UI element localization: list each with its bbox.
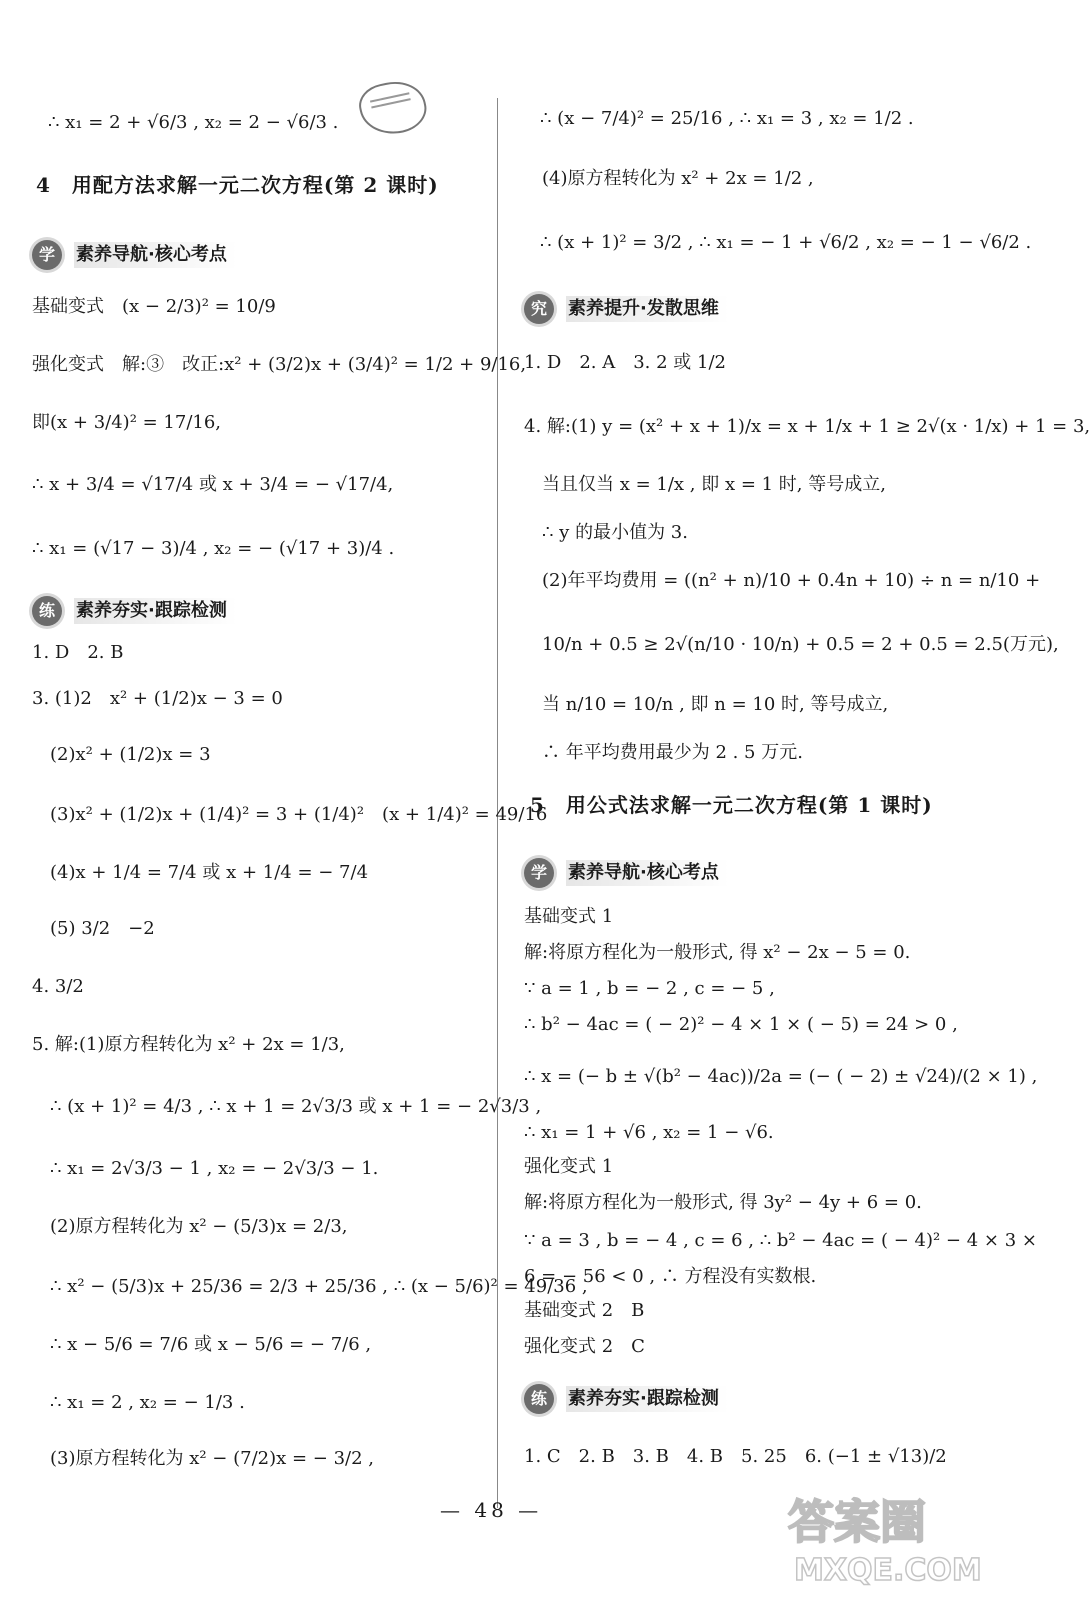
text-line: 1. C 2. B 3. B 4. B 5. 25 6. (−1 ± √13)/2: [524, 1446, 947, 1467]
text-line: ∴ (x + 1)² = 3/2 , ∴ x₁ = − 1 + √6/2 , x₂ = − 1 − √6/2 .: [540, 232, 1032, 253]
text-line: ∵ a = 1 , b = − 2 , c = − 5 ,: [524, 978, 775, 999]
watermark-line1: 答案圈: [788, 1495, 926, 1549]
badge-icon: 究: [524, 294, 554, 324]
section-bar: [32, 240, 237, 270]
text-line: (5) 3/2 −2: [50, 918, 155, 939]
text-line: ∴ y 的最小值为 3.: [542, 522, 688, 543]
text-line: ∴ (x + 1)² = 4/3 , ∴ x + 1 = 2√3/3 或 x + 1 = − 2√3/3 ,: [50, 1096, 542, 1117]
text-line: ∴ x = (− b ± √(b² − 4ac))/2a = (− ( − 2) ± √24)/(2 × 1) ,: [524, 1066, 1038, 1087]
section-title: 5 用公式法求解一元二次方程(第 1 课时): [530, 793, 933, 817]
stamp-logo: [355, 76, 430, 141]
text-line: ∴ x₁ = (√17 − 3)/4 , x₂ = − (√17 + 3)/4 .: [32, 538, 395, 559]
text-line: 强化变式 解:③ 改正:x² + (3/2)x + (3/4)² = 1/2 + 9/16,: [32, 354, 527, 375]
text-line: ∴ b² − 4ac = ( − 2)² − 4 × 1 × ( − 5) = 24 > 0 ,: [524, 1014, 958, 1035]
text-line: ∴ x + 3/4 = √17/4 或 x + 3/4 = − √17/4,: [32, 474, 394, 495]
text-line: (4)x + 1/4 = 7/4 或 x + 1/4 = − 7/4: [50, 862, 369, 883]
watermark-line2: MXQE.COM: [794, 1553, 982, 1588]
text-line: 即(x + 3/4)² = 17/16,: [32, 412, 222, 433]
text-line: ∴ (x − 7/4)² = 25/16 , ∴ x₁ = 3 , x₂ = 1/2 .: [540, 108, 914, 129]
badge-icon: 练: [32, 596, 62, 626]
text-line: (2)年平均费用 = ((n² + n)/10 + 0.4n + 10) ÷ n = n/10 +: [542, 570, 1041, 591]
text-line: (4)原方程转化为 x² + 2x = 1/2 ,: [542, 168, 814, 189]
text-line: 4. 解:(1) y = (x² + x + 1)/x = x + 1/x + 1 ≥ 2√(x · 1/x) + 1 = 3,: [524, 416, 1090, 437]
text-line: 1. D 2. A 3. 2 或 1/2: [524, 352, 726, 373]
text-line: 6 = − 56 < 0 , ∴ 方程没有实数根.: [524, 1266, 817, 1287]
text-line: 基础变式 (x − 2/3)² = 10/9: [32, 296, 276, 317]
text-line: 基础变式 2 B: [524, 1300, 645, 1321]
text-line: 4. 3/2: [32, 976, 84, 997]
text-line: ∴ x₁ = 1 + √6 , x₂ = 1 − √6.: [524, 1122, 774, 1143]
text-line: ∵ a = 3 , b = − 4 , c = 6 , ∴ b² − 4ac = ( − 4)² − 4 × 3 ×: [524, 1230, 1037, 1251]
text-line: ∴ x₁ = 2 , x₂ = − 1/3 .: [50, 1392, 245, 1413]
text-line: ∴ x₁ = 2 + √6/3 , x₂ = 2 − √6/3 .: [48, 112, 339, 133]
text-line: 基础变式 1: [524, 906, 614, 927]
text-line: (2)x² + (1/2)x = 3: [50, 744, 211, 765]
text-line: ∴ x₁ = 2√3/3 − 1 , x₂ = − 2√3/3 − 1.: [50, 1158, 379, 1179]
text-line: 强化变式 2 C: [524, 1336, 645, 1357]
badge-icon: 练: [524, 1384, 554, 1414]
bar-title: 素养提升·发散思维: [566, 296, 729, 322]
section-bar: [524, 1384, 729, 1414]
bar-title: 素养导航·核心考点: [566, 860, 729, 886]
text-line: 解:将原方程化为一般形式, 得 3y² − 4y + 6 = 0.: [524, 1192, 922, 1213]
text-line: 当且仅当 x = 1/x , 即 x = 1 时, 等号成立,: [542, 474, 886, 495]
badge-icon: 学: [524, 858, 554, 888]
text-line: (2)原方程转化为 x² − (5/3)x = 2/3,: [50, 1216, 348, 1237]
section-bar: [524, 294, 729, 324]
text-line: 1. D 2. B: [32, 642, 124, 663]
bar-title: 素养导航·核心考点: [74, 242, 237, 268]
text-line: ∴ x² − (5/3)x + 25/36 = 2/3 + 25/36 , ∴ (x − 5/6)² = 49/36 ,: [50, 1276, 588, 1297]
text-line: 强化变式 1: [524, 1156, 614, 1177]
text-line: 当 n/10 = 10/n , 即 n = 10 时, 等号成立,: [542, 694, 889, 715]
text-line: 3. (1)2 x² + (1/2)x − 3 = 0: [32, 688, 283, 709]
bar-title: 素养夯实·跟踪检测: [74, 598, 237, 624]
text-line: (3)原方程转化为 x² − (7/2)x = − 3/2 ,: [50, 1448, 375, 1469]
text-line: ∴ 年平均费用最少为 2 . 5 万元.: [542, 742, 803, 763]
text-line: (3)x² + (1/2)x + (1/4)² = 3 + (1/4)² (x + 1/4)² = 49/16: [50, 804, 548, 825]
section-bar: [32, 596, 237, 626]
section-title: 4 用配方法求解一元二次方程(第 2 课时): [36, 173, 439, 197]
section-bar: [524, 858, 729, 888]
text-line: 5. 解:(1)原方程转化为 x² + 2x = 1/3,: [32, 1034, 345, 1055]
text-line: 解:将原方程化为一般形式, 得 x² − 2x − 5 = 0.: [524, 942, 911, 963]
text-line: 10/n + 0.5 ≥ 2√(n/10 · 10/n) + 0.5 = 2 + 0.5 = 2.5(万元),: [542, 634, 1059, 655]
badge-icon: 学: [32, 240, 62, 270]
page-number: — 48 —: [440, 1498, 543, 1522]
text-line: ∴ x − 5/6 = 7/6 或 x − 5/6 = − 7/6 ,: [50, 1334, 372, 1355]
bar-title: 素养夯实·跟踪检测: [566, 1386, 729, 1412]
watermark-logo: [780, 1480, 980, 1592]
